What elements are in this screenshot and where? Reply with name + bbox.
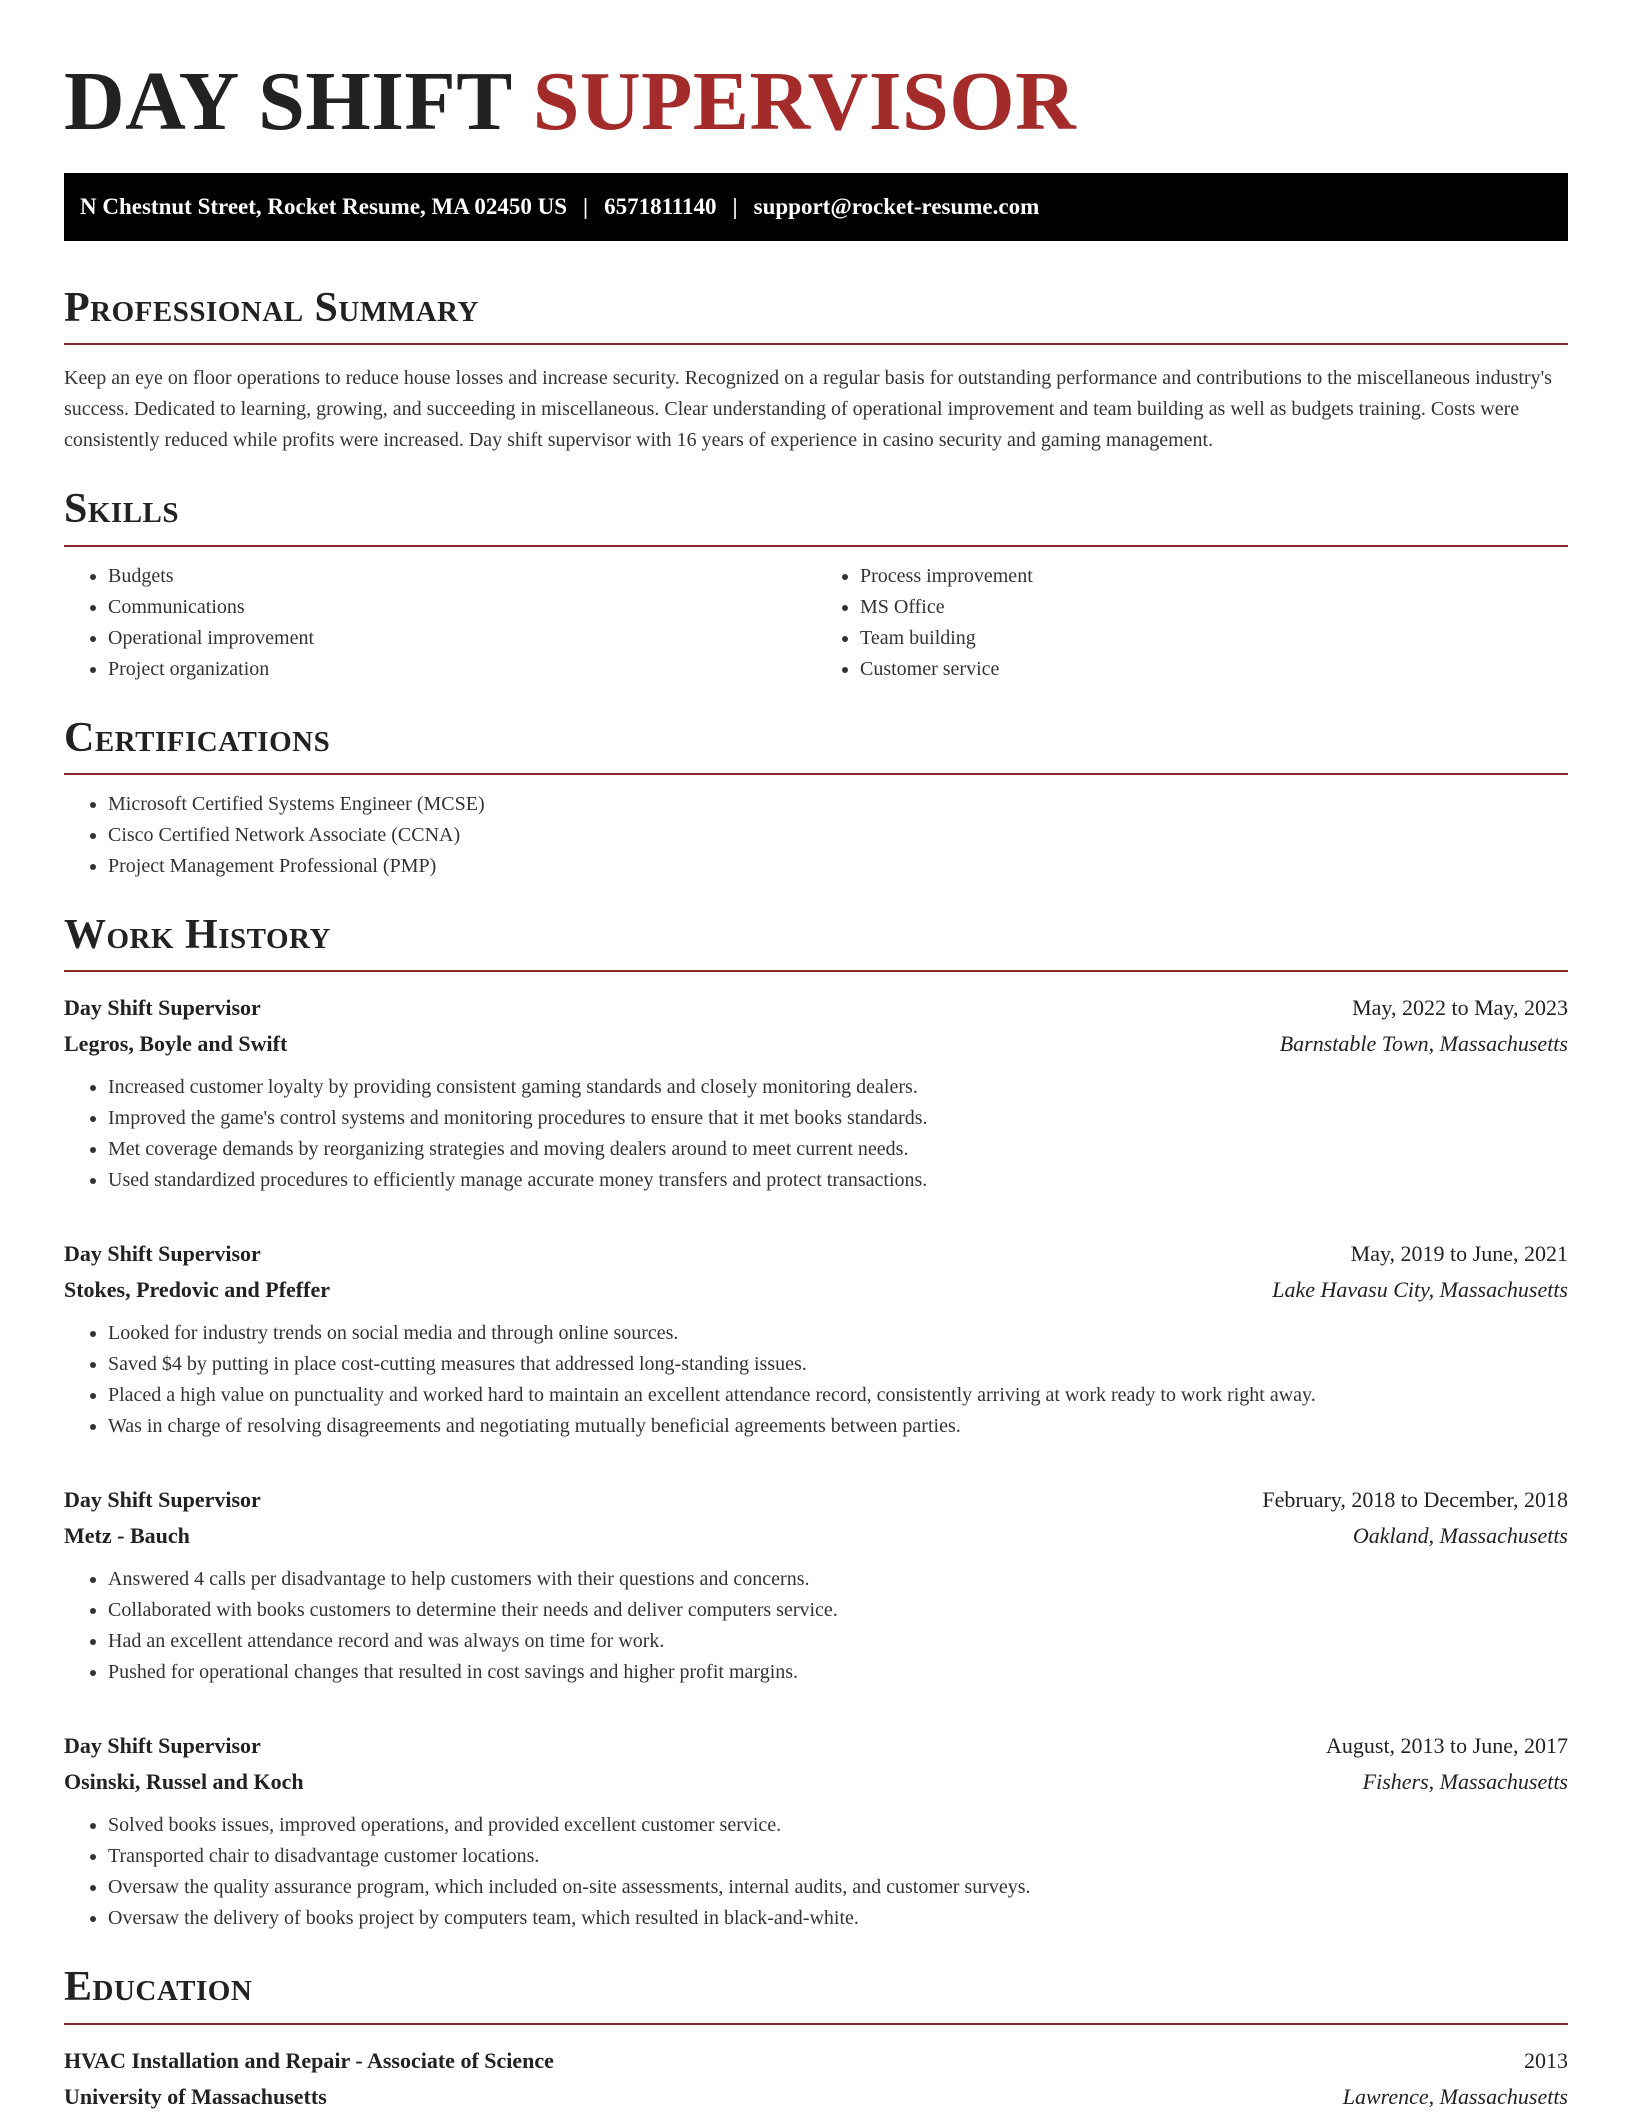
job-header-row — [64, 1236, 1568, 1272]
section-divider — [64, 773, 1568, 775]
job-bullet: • Increased customer loyalty by providing consistent gaming standards and closely monitoring dealers. — [108, 1072, 1568, 1103]
certification-item: • Project Management Professional (PMP) — [108, 851, 1568, 882]
certification-item: • Microsoft Certified Systems Engineer (MCSE) — [108, 789, 1568, 820]
contact-email[interactable]: support@rocket-resume.com — [753, 193, 1040, 219]
job-title: Day Shift Supervisor — [64, 1487, 261, 1513]
summary-section — [64, 283, 1568, 456]
certifications-heading: Certifications — [64, 714, 331, 761]
job-bullet: • Collaborated with books customers to determine their needs and deliver computers service. — [108, 1595, 1568, 1626]
job-bullet: • Oversaw the delivery of books project by computers team, which resulted in black-and-white. — [108, 1903, 1568, 1934]
job-bullets — [64, 1318, 1568, 1442]
skill-item: • Customer service — [860, 654, 1568, 685]
job-company: Osinski, Russel and Koch — [64, 1769, 304, 1795]
education-school: University of Massachusetts — [64, 2083, 327, 2109]
certifications-list — [64, 789, 1568, 882]
job-company-row — [64, 1518, 1568, 1554]
section-divider — [64, 970, 1568, 972]
skills-list-left — [64, 561, 816, 685]
job-bullet: • Solved books issues, improved operations, and provided excellent customer service. — [108, 1810, 1568, 1841]
resume-title — [64, 0, 1568, 153]
job-location: Barnstable Town, Massachusetts — [1279, 1031, 1568, 1057]
education-year: 2013 — [1524, 2047, 1568, 2073]
job-company: Metz - Bauch — [64, 1523, 190, 1549]
skills-columns — [64, 547, 1568, 685]
job-header-row — [64, 990, 1568, 1026]
title-accent-part: SUPERVISOR — [532, 55, 1077, 148]
section-divider — [64, 2023, 1568, 2025]
job-company-row — [64, 1764, 1568, 1800]
job-title: Day Shift Supervisor — [64, 1241, 261, 1267]
certification-item: • Cisco Certified Network Associate (CCNA) — [108, 820, 1568, 851]
education-entry — [64, 2043, 1568, 2112]
skill-item: • Process improvement — [860, 561, 1568, 592]
job-company: Stokes, Predovic and Pfeffer — [64, 1277, 330, 1303]
job-dates: May, 2022 to May, 2023 — [1352, 995, 1568, 1021]
job-bullet: • Pushed for operational changes that resulted in cost savings and higher profit margins. — [108, 1657, 1568, 1688]
job-bullet: • Transported chair to disadvantage customer locations. — [108, 1841, 1568, 1872]
job-bullet: • Saved $4 by putting in place cost-cutting measures that addressed long-standing issues. — [108, 1349, 1568, 1380]
job-location: Oakland, Massachusetts — [1352, 1523, 1568, 1549]
job-dates: February, 2018 to December, 2018 — [1262, 1487, 1568, 1513]
job-bullets — [64, 1810, 1568, 1934]
job-bullet: • Answered 4 calls per disadvantage to help customers with their questions and concerns. — [108, 1564, 1568, 1595]
job-entry — [64, 990, 1568, 1196]
skill-item: • Budgets — [108, 561, 816, 592]
job-title: Day Shift Supervisor — [64, 1733, 261, 1759]
skill-item: • MS Office — [860, 592, 1568, 623]
education-section — [64, 1962, 1568, 2112]
job-entry — [64, 1482, 1568, 1688]
job-header-row — [64, 1482, 1568, 1518]
work-history-section — [64, 910, 1568, 1934]
job-dates: August, 2013 to June, 2017 — [1326, 1733, 1568, 1759]
job-bullet: • Used standardized procedures to efficiently manage accurate money transfers and protect transactions. — [108, 1165, 1568, 1196]
job-entry — [64, 1236, 1568, 1442]
skill-item: • Team building — [860, 623, 1568, 654]
education-degree: HVAC Installation and Repair - Associate of Science — [64, 2047, 554, 2073]
job-entry — [64, 1728, 1568, 1934]
job-title: Day Shift Supervisor — [64, 995, 261, 1021]
job-bullet: • Improved the game's control systems and monitoring procedures to ensure that it met books standards. — [108, 1103, 1568, 1134]
job-bullet: • Had an excellent attendance record and was always on time for work. — [108, 1626, 1568, 1657]
work-history-heading: Work History — [64, 911, 331, 958]
skill-item: • Communications — [108, 592, 816, 623]
job-bullet: • Oversaw the quality assurance program, which included on-site assessments, internal audits, and customer surveys. — [108, 1872, 1568, 1903]
certifications-section — [64, 713, 1568, 882]
job-bullet: • Looked for industry trends on social media and through online sources. — [108, 1318, 1568, 1349]
contact-separator: | — [583, 193, 589, 219]
contact-bar — [64, 173, 1568, 241]
job-bullet: • Placed a high value on punctuality and worked hard to maintain an excellent attendance record, consistently arriving at work ready to work right away. — [108, 1380, 1568, 1411]
section-divider — [64, 343, 1568, 345]
job-company-row — [64, 1026, 1568, 1062]
job-bullet: • Met coverage demands by reorganizing strategies and moving dealers around to meet current needs. — [108, 1134, 1568, 1165]
skill-item: • Project organization — [108, 654, 816, 685]
contact-phone[interactable]: 6571811140 — [604, 193, 717, 219]
skills-section — [64, 484, 1568, 684]
summary-heading: Professional Summary — [64, 284, 479, 331]
job-dates: May, 2019 to June, 2021 — [1350, 1241, 1568, 1267]
skills-heading: Skills — [64, 486, 180, 533]
contact-address: N Chestnut Street, Rocket Resume, MA 02450 US — [80, 193, 567, 219]
education-location: Lawrence, Massachusetts — [1342, 2083, 1568, 2109]
job-company: Legros, Boyle and Swift — [64, 1031, 288, 1057]
skills-list-right — [816, 561, 1568, 685]
education-header-row — [64, 2043, 1568, 2079]
job-bullets — [64, 1072, 1568, 1196]
job-bullet: • Was in charge of resolving disagreements and negotiating mutually beneficial agreements between parties. — [108, 1411, 1568, 1442]
job-company-row — [64, 1272, 1568, 1308]
job-bullets — [64, 1564, 1568, 1688]
job-header-row — [64, 1728, 1568, 1764]
contact-separator: | — [732, 193, 738, 219]
education-heading: Education — [64, 1964, 253, 2011]
title-first-part: DAY SHIFT — [64, 55, 512, 148]
skill-item: • Operational improvement — [108, 623, 816, 654]
job-location: Lake Havasu City, Massachusetts — [1272, 1277, 1568, 1303]
education-school-row — [64, 2079, 1568, 2112]
summary-text: Keep an eye on floor operations to reduce house losses and increase security. Recognized on a regular basis for outstanding performance and contributions to the miscellaneous industry's success. Dedicated to learning, growing, and succeeding in miscellaneous. Clear understanding of operational improvement and team building as well as budgets training. Costs were consistently reduced while profits were increased. Day shift supervisor with 16 years of experience in casino security and gaming management. — [64, 367, 1552, 452]
job-location: Fishers, Massachusetts — [1362, 1769, 1568, 1795]
